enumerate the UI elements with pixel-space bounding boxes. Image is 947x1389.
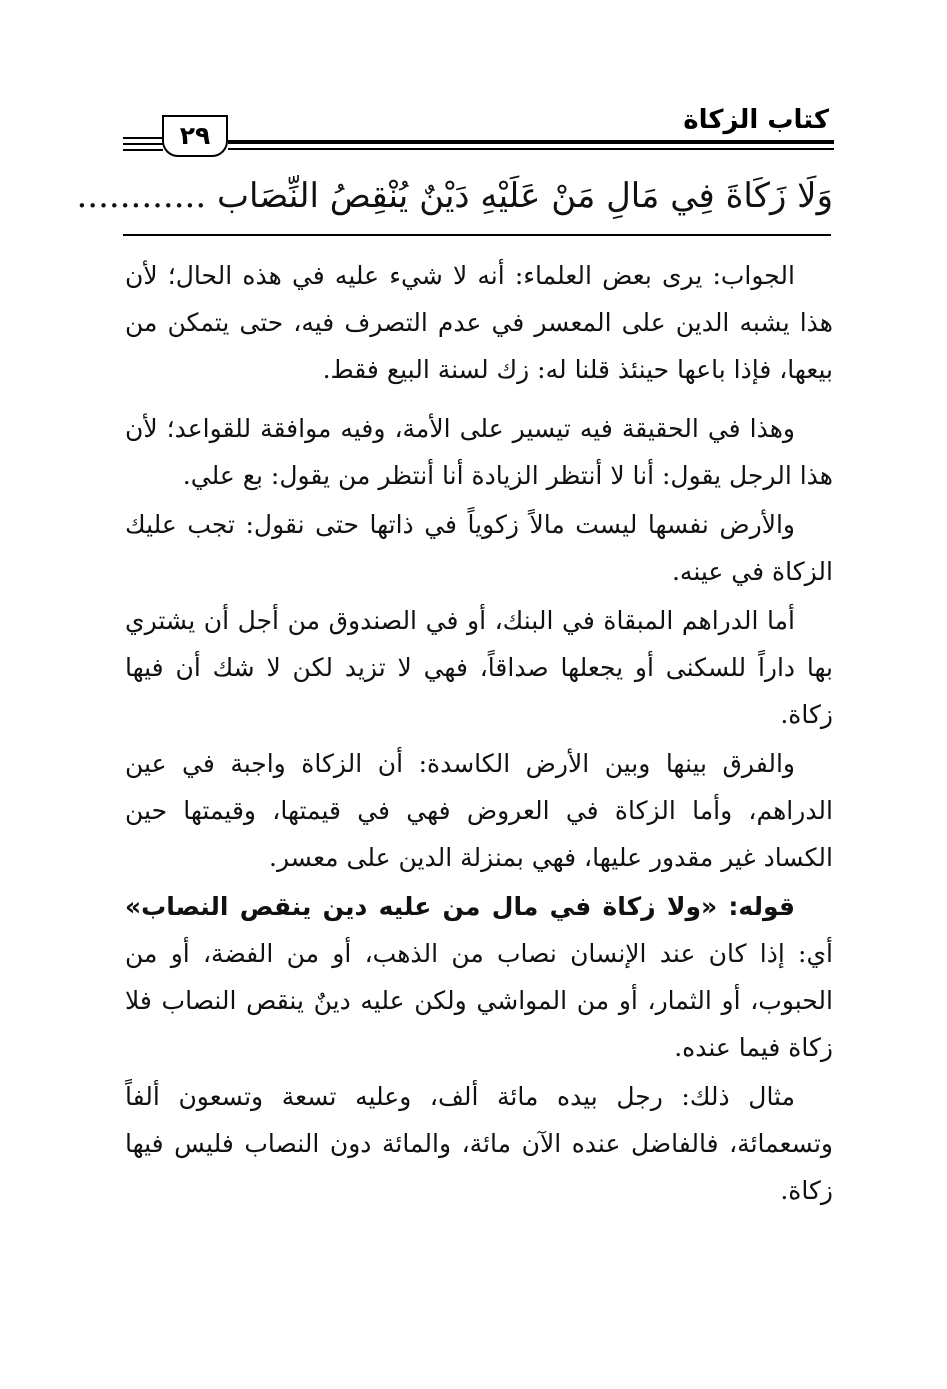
paragraph: والأرض نفسها ليست مالاً زكوياً في ذاتها حتى نقول: تجب عليك الزكاة في عينه. [125,510,833,586]
matn-text: وَلَا زَكَاةَ فِي مَالِ مَنْ عَلَيْهِ دَيْنٌ يُنْقِصُ النِّصَاب ............ [76,176,833,216]
running-header-title: كتاب الزكاة [683,105,829,135]
paragraph: وهذا في الحقيقة فيه تيسير على الأمة، وفيه موافقة للقواعد؛ لأن هذا الرجل يقول: أنا لا أنتظر الزيادة أنا أنتظر من يقول: بع علي. [125,414,833,490]
header-rule-right [228,148,834,150]
quoted-matn-lead: قوله: «ولا زكاة في مال من عليه دين ينقص النصاب» [125,892,795,921]
paragraph-text: أي: إذا كان عند الإنسان نصاب من الذهب، أو من الفضة، أو من الحبوب، أو الثمار، أو من المواشي ولكن عليه دينٌ ينقص النصاب فلا زكاة فيما عنده. [125,939,833,1062]
header-rule-left [123,149,163,151]
commentary-body [125,252,833,1214]
page-number-frame [162,115,228,157]
paragraph: والفرق بينها وبين الأرض الكاسدة: أن الزكاة واجبة في عين الدراهم، وأما الزكاة في العروض فهي في قيمتها، وقيمتها حين الكساد غير مقدور عليها، فهي بمنزلة الدين على معسر. [125,749,833,872]
header-rule-left [123,137,163,139]
matn-separator-rule [123,234,831,236]
header-rule-left [123,143,163,145]
paragraph [125,883,833,1071]
header-rule-right [228,140,834,144]
paragraph: أما الدراهم المبقاة في البنك، أو في الصندوق من أجل أن يشتري بها داراً للسكنى أو يجعلها صداقاً، فهي لا تزيد لكن لا شك أن فيها زكاة. [125,606,833,729]
paragraph: الجواب: يرى بعض العلماء: أنه لا شيء عليه في هذه الحال؛ لأن هذا يشبه الدين على المعسر في عدم التصرف فيه، حتى يتمكن من بيعها، فإذا باعها حينئذ قلنا له: زك لسنة البيع فقط. [125,261,833,384]
page-number: ٢٩ [179,121,211,150]
paragraph: مثال ذلك: رجل بيده مائة ألف، وعليه تسعة وتسعون ألفاً وتسعمائة، فالفاضل عنده الآن مائة، والمائة دون النصاب فليس فيها زكاة. [125,1082,833,1205]
